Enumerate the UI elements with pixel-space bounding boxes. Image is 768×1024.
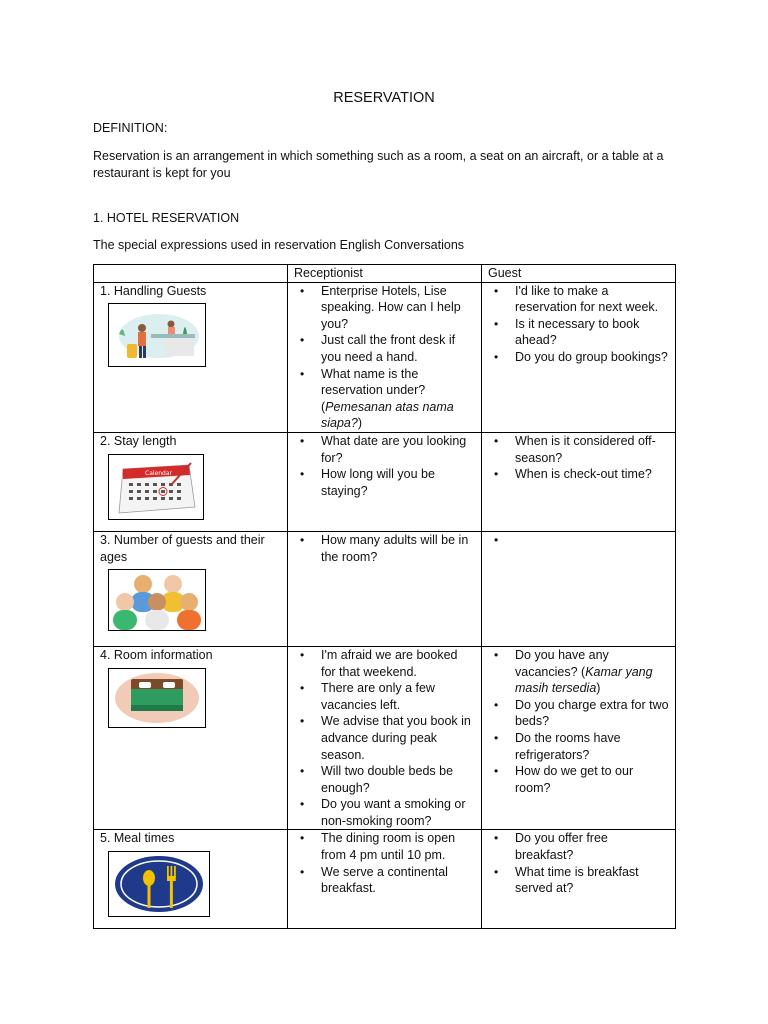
header-guest: Guest [482, 265, 676, 283]
list-item: • Do you charge extra for two beds? [515, 697, 669, 730]
bed-icon [108, 668, 206, 728]
list-item [515, 532, 669, 549]
header-category [94, 265, 288, 283]
list-item: • Do you offer free breakfast? [515, 830, 669, 863]
category-cell [94, 432, 288, 531]
table-row [94, 531, 676, 646]
receptionist-cell [288, 432, 482, 531]
category-label: 5. Meal times [100, 831, 175, 846]
receptionist-cell [288, 531, 482, 646]
guest-cell [482, 282, 676, 432]
guest-cell [482, 646, 676, 830]
group-people-icon [108, 569, 206, 631]
hotel-reception-icon [108, 303, 206, 367]
list-item-text: Do you have any vacancies? ( [515, 647, 609, 679]
italic-text: Kamar yang masih tersedia [515, 664, 653, 696]
list-item: • When is check-out time? [515, 466, 669, 483]
intro-text: The special expressions used in reservation English Conversations [93, 238, 465, 252]
list-item: • Enterprise Hotels, Lise speaking. How can I help you? [321, 283, 475, 333]
category-cell [94, 282, 288, 432]
list-item: • Will two double beds be enough? [321, 763, 475, 796]
list-item: • When is it considered off-season? [515, 433, 669, 466]
category-cell [94, 531, 288, 646]
table-header-row [94, 265, 676, 283]
category-label: 3. Number of guests and their ages [100, 532, 265, 564]
list-item: • Is it necessary to book ahead? [515, 316, 669, 349]
list-item: • I'm afraid we are booked for that weekend. [321, 647, 475, 680]
list-item-text: ) [596, 681, 601, 696]
category-label: 1. Handling Guests [100, 283, 207, 298]
list-item: • What time is breakfast served at? [515, 864, 669, 897]
italic-text: Pemesanan atas nama siapa? [321, 399, 454, 431]
list-item: • What date are you looking for? [321, 433, 475, 466]
list-item: • Do you do group bookings? [515, 349, 669, 366]
category-cell [94, 830, 288, 929]
guest-cell [482, 531, 676, 646]
table-row [94, 432, 676, 531]
guest-cell [482, 432, 676, 531]
definition-text: Reservation is an arrangement in which something such as a room, a seat on an aircraft, or a table at a restaurant is kept for you [93, 149, 664, 180]
category-label: 2. Stay length [100, 433, 177, 448]
page-title: RESERVATION [333, 90, 435, 106]
category-label: 4. Room information [100, 647, 213, 662]
list-item: • Just call the front desk if you need a hand. [321, 332, 475, 365]
header-receptionist: Receptionist [288, 265, 482, 283]
list-item: • How do we get to our room? [515, 763, 669, 796]
list-item: • How long will you be staying? [321, 466, 475, 499]
category-cell [94, 646, 288, 830]
list-item: • The dining room is open from 4 pm until 10 pm. [321, 830, 475, 863]
list-item: • We serve a continental breakfast. [321, 864, 475, 897]
reservation-expressions-table [93, 264, 676, 929]
table-row [94, 830, 676, 929]
list-item-text: ) [357, 416, 363, 431]
calendar-icon [108, 454, 204, 520]
list-item: • I'd like to make a reservation for next week. [515, 283, 669, 316]
list-item [321, 366, 475, 432]
list-item-text: What name is the reservation under? ( [321, 366, 426, 414]
definition-label: DEFINITION: [93, 121, 168, 135]
list-item: • Do the rooms have refrigerators? [515, 730, 669, 763]
list-item: • How many adults will be in the room? [321, 532, 475, 565]
receptionist-cell [288, 282, 482, 432]
list-item [515, 647, 669, 697]
calendar-text: Calendar [145, 469, 172, 477]
plate-spoon-fork-icon [108, 851, 210, 917]
table-row [94, 646, 676, 830]
list-item: • Do you want a smoking or non-smoking room? [321, 796, 475, 829]
receptionist-cell [288, 646, 482, 830]
guest-cell [482, 830, 676, 929]
table-row [94, 282, 676, 432]
receptionist-cell [288, 830, 482, 929]
section-heading: 1. HOTEL RESERVATION [93, 211, 240, 225]
list-item: • We advise that you book in advance during peak season. [321, 713, 475, 763]
list-item: • There are only a few vacancies left. [321, 680, 475, 713]
